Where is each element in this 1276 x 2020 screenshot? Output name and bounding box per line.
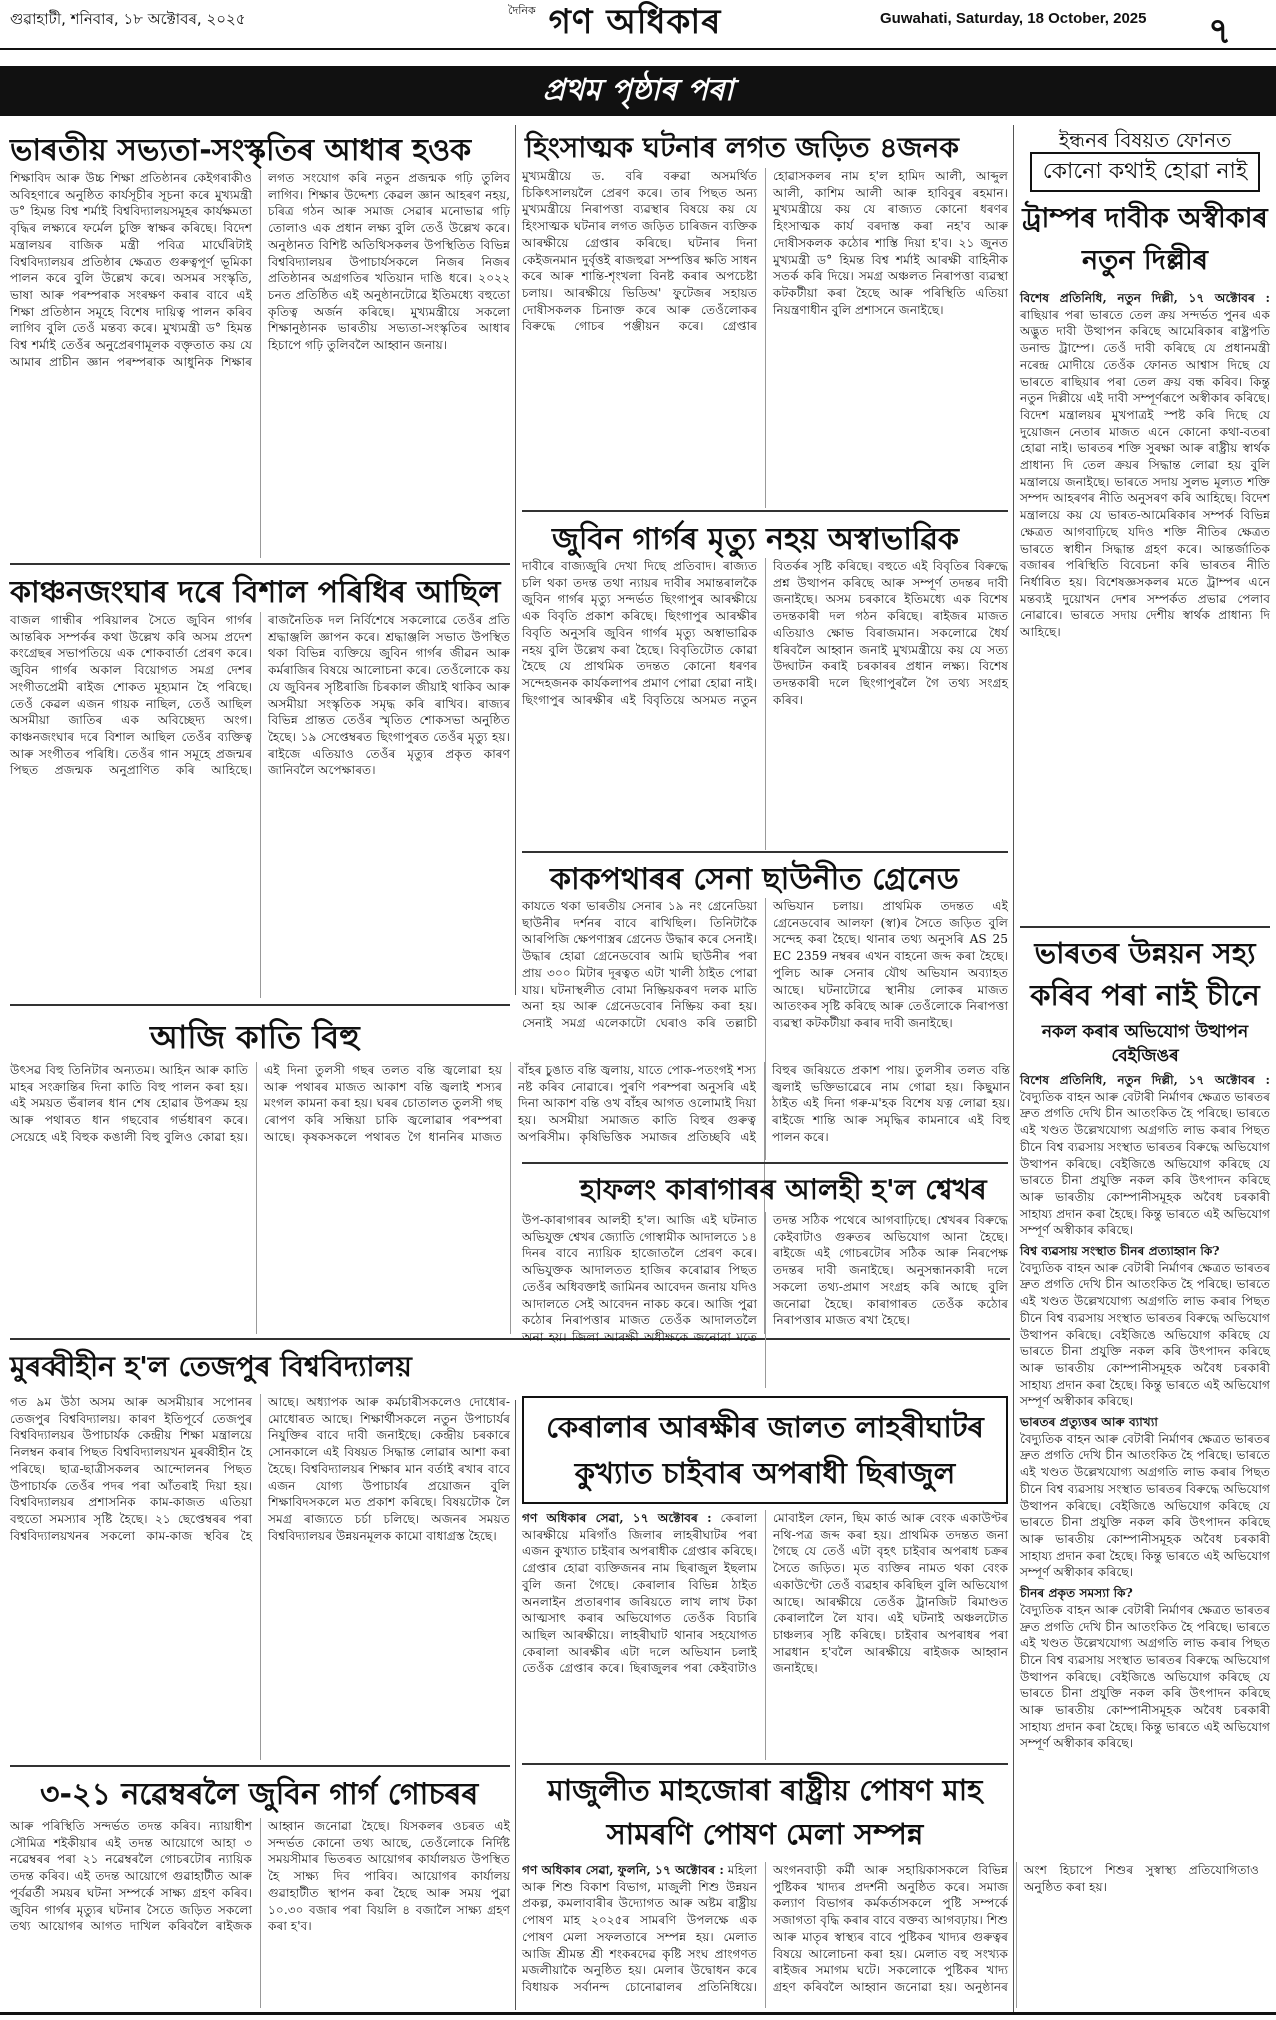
rule — [1020, 926, 1270, 928]
article-6-body: মুখ্যমন্ত্ৰীয়ে ড. বৰি বৰুৱা অসমৰ্থিত চিকিৎসালয়লৈ প্ৰেৰণ কৰে। তাৰ পিছত অন্য মুখ্যমন্ত্ৰীয়ে নিৰাপত্তা ব্যৱস্থাৰ বিষয়ে কয় যে হিংসাত্মক ঘটনাৰ লগত জড়িত চাৰিজন ব্যক্তিক আৰক্ষীয়ে গ্ৰেপ্তাৰ কৰিছে। ঘটনাৰ দিনা কেইজনমান দুৰ্বৃত্তই ৰাজহুৱা সম্পত্তিৰ ক্ষতি সাধন কৰে আৰু শান্তি-শৃংখলা বিনষ্ট কৰাৰ অপচেষ্টা চলায়। আৰক্ষীয়ে ভিডিঅ' ফুটেজৰ সহায়ত দোষীসকলক চিনাক্ত কৰে আৰু তেওঁলোকৰ বিৰুদ্ধে গোচৰ পঞ্জীয়ন কৰে। গ্ৰেপ্তাৰ হোৱাসকলৰ নাম হ'ল হামিদ আলী, আব্দুল আলী, কাশিম আলী আৰু হাবিবুৰ ৰহমান। মুখ্যমন্ত্ৰীয়ে কয় যে ৰাজ্যত কোনো ধৰণৰ হিংসাত্মক কাৰ্য বৰদাস্ত কৰা নহ'ব আৰু দোষীসকলক কঠোৰ শাস্তি দিয়া হ'ব। ২১ জুনত মুখ্যমন্ত্ৰী ড° হিমন্ত বিশ্ব শৰ্মাই আৰক্ষী বাহিনীক সতৰ্ক কৰি দিয়ে। সমগ্ৰ অঞ্চলত নিৰাপত্তা ব্যৱস্থা কটকটীয়া কৰা হৈছে আৰু পৰিস্থিতি এতিয়া নিয়ন্ত্ৰণাধীন বুলি প্ৰশাসনে জনাইছে। — [522, 169, 1008, 334]
sidebar-2-subheadline: নকল কৰাৰ অভিযোগ উত্থাপন বেইজিঙৰ — [1041, 1022, 1249, 1066]
article-11-text: মহিলা আৰু শিশু বিকাশ বিভাগ, মাজুলী শিশু উন্নয়ন প্ৰকল্প, কমলাবাৰীৰ উদ্যোগত আৰু অষ্টম ৰাষ্ট্ৰীয় পোষণ মাহ ২০২৫ৰ সামৰণি উপলক্ষে এক পোষণ মেলা সফলতাৰে সম্পন্ন হয়। মেলাত আজি শ্ৰীমন্ত শ্ৰী শংকৰদেৱ কৃষ্টি সংঘ প্ৰাংগণত মজলীয়াকৈ অনুষ্ঠিত হয়। মেলাৰ উদ্বোধন কৰে বিধায়ক সৰ্বানন্দ চোনোৱালৰ প্ৰতিনিধিয়ে। অংগনবাড়ী কৰ্মী আৰু সহায়িকাসকলে বিভিন্ন পুষ্টিকৰ খাদ্যৰ প্ৰদৰ্শনী অনুষ্ঠিত কৰে। সমাজ কল্যাণ বিভাগৰ কৰ্মকৰ্তাসকলে পুষ্টি সম্পৰ্কে সজাগতা বৃদ্ধি কৰাৰ বাবে বক্তব্য আগবঢ়ায়। শিশু আৰু মাতৃৰ স্বাস্থ্যৰ বাবে পুষ্টিকৰ খাদ্যৰ গুৰুত্বৰ বিষয়ে আলোচনা কৰা হয়। মেলাত বহু সংখ্যক ৰাইজৰ সমাগম ঘটে। সকলোকে পুষ্টিকৰ খাদ্য গ্ৰহণ কৰিবলৈ আহ্বান জনোৱা হয়। অনুষ্ঠানৰ অংশ হিচাপে শিশুৰ সুস্বাস্থ্য প্ৰতিযোগিতাও অনুষ্ঠিত কৰা হয়। — [522, 1863, 1259, 1994]
sidebar-1-headline: ট্ৰাম্পৰ দাবীক অস্বীকাৰ নতুন দিল্লীৰ — [1022, 203, 1268, 276]
article-4-body: গত ৯ম উঠা অসম আৰু অসমীয়াৰ সপোনৰ তেজপুৰ বিশ্ববিদ্যালয়। কাৰণ ইতিপূৰ্বে তেজপুৰ বিশ্ববিদ্যালয়ৰ উপাচাৰ্যক কেন্দ্ৰীয় শিক্ষা মন্ত্ৰালয়ে নিলম্বন কৰাৰ পিছত বিশ্ববিদ্যালয়খন মুৰব্বীহীন হৈ পৰিছে। ছাত্ৰ-ছাত্ৰীসকলৰ আন্দোলনৰ পিছত উপাচাৰ্যক তেওঁৰ পদৰ পৰা আঁতৰাই দিয়া হয়। বিশ্ববিদ্যালয়ৰ প্ৰশাসনিক কাম-কাজত এতিয়া বহুতো সমস্যাৰ সৃষ্টি হৈছে। ২১ ছেপ্তেম্বৰৰ পৰা বিশ্ববিদ্যালয়খনৰ সকলো কাম-কাজ স্থবিৰ হৈ আছে। অধ্যাপক আৰু কৰ্মচাৰীসকলেও দোধোৰ-মোধোৰত আছে। শিক্ষাৰ্থীসকলে নতুন উপাচাৰ্যৰ নিযুক্তিৰ বাবে দাবী জনাইছে। কেন্দ্ৰীয় চৰকাৰে সোনকালে এই বিষয়ত সিদ্ধান্ত লোৱাৰ আশা কৰা হৈছে। বিশ্ববিদ্যালয়ৰ শিক্ষাৰ মান বৰ্তাই ৰখাৰ বাবে এজন যোগ্য উপাচাৰ্যৰ প্ৰয়োজন বুলি শিক্ষাবিদসকলে মত প্ৰকাশ কৰিছে। বিষয়টোক লৈ সমগ্ৰ ৰাজ্যতে চৰ্চা চলিছে। অজনৰ সময়ত বিশ্ববিদ্যালয়ৰ উন্নয়নমূলক কামো বাধাগ্ৰস্ত হৈছে। — [10, 1395, 510, 1543]
sidebar-2-text: বৈদ্যুতিক বাহন আৰু বেটাৰী নিৰ্মাণৰ ক্ষেত্ৰত ভাৰতৰ দ্ৰুত প্ৰগতি দেখি চীন আতংকিত হৈ পৰিছে। ভাৰতে এই খণ্ডত উল্লেখযোগ্য অগ্ৰগতি লাভ কৰাৰ পিছত চীনে বিশ্ব ব্যৱসায় সংস্থাত ভাৰতৰ বিৰুদ্ধে অভিযোগ উত্থাপন কৰিছে। বেইজিঙে অভিযোগ কৰিছে যে ভাৰতে চীনা প্ৰযুক্তি নকল কৰি উৎপাদন কৰিছে আৰু ভাৰতীয় কোম্পানীসমূহক অবৈধ চৰকাৰী সাহায্য প্ৰদান কৰা হৈছে। কিন্তু ভাৰতে এই অভিযোগ সম্পূৰ্ণ অস্বীকাৰ কৰিছে। — [1020, 1089, 1270, 1238]
article-1-body: শিক্ষাবিদ আৰু উচ্চ শিক্ষা প্ৰতিষ্ঠানৰ কেইগৰাকীও অবিহণাৰে অনুষ্ঠিত কাৰ্যসূচীৰ সূচনা কৰে মুখ্যমন্ত্ৰী ড° হিমন্ত বিশ্ব শৰ্মাই বিশ্ববিদ্যালয়সমূহৰ কাৰ্যক্ষমতা বৃদ্ধিৰ লক্ষ্যৰে ফৰ্মেল চুক্তি স্বাক্ষৰ কৰিছে। বিদেশ মন্ত্ৰালয়ৰ বাজিক মন্ত্ৰী পবিত্ৰ মাৰ্ঘেৰিটাই বিশ্ববিদ্যালয়ৰ প্ৰতিষ্ঠাৰ ক্ষেত্ৰত গুৰুত্বপূৰ্ণ ভূমিকা পালন কৰে বুলি উল্লেখ কৰে। অসমৰ সংস্কৃতি, ভাষা আৰু পৰম্পৰাক সংৰক্ষণ কৰাৰ বাবে এই শিক্ষা প্ৰতিষ্ঠান সমূহে বিশেষ দায়িত্ব পালন কৰিব লাগিব বুলি তেওঁ মন্তব্য কৰে। মুখ্যমন্ত্ৰী ড° হিমন্ত বিশ্ব শৰ্মাই তেওঁৰ অনুপ্ৰেৰণামূলক বক্তৃতাত কয় যে আমাৰ প্ৰাচীন জ্ঞান পৰম্পৰাক আধুনিক শিক্ষাৰ লগত সংযোগ কৰি নতুন প্ৰজন্মক গঢ়ি তুলিব লাগিব। শিক্ষাৰ উদ্দেশ্য কেৱল জ্ঞান আহৰণ নহয়, চৰিত্ৰ গঠন আৰু সমাজ সেৱাৰ মনোভাৱ গঢ়ি তোলাও এক প্ৰধান লক্ষ্য বুলি তেওঁ উল্লেখ কৰে। অনুষ্ঠানত বিশিষ্ট অতিথিসকলৰ উপস্থিতিত বিভিন্ন বিশ্ববিদ্যালয়ৰ উপাচাৰ্যসকলে নিজৰ নিজৰ প্ৰতিষ্ঠানৰ অগ্ৰগতিৰ খতিয়ান দাঙি ধৰে। ২০২২ চনত প্ৰতিষ্ঠিত এই অনুষ্ঠানটোৱে ইতিমধ্যে বহুতো কৃতিত্ব অৰ্জন কৰিছে। মুখ্যমন্ত্ৰীয়ে সকলো শিক্ষানুষ্ঠানক ভাৰতীয় সভ্যতা-সংস্কৃতিৰ আধাৰ হিচাপে গঢ়ি তুলিবলৈ আহ্বান জনায়। — [10, 171, 510, 369]
date-left: গুৱাহাটী, শনিবাৰ, ১৮ অক্টোবৰ, ২০২৫ — [10, 10, 246, 28]
rule — [522, 1763, 1008, 1765]
article-4-headline: মুৰব্বীহীন হ'ল তেজপুৰ বিশ্ববিদ্যালয় — [10, 1350, 412, 1383]
divider-3 — [515, 1400, 516, 2010]
rule — [10, 563, 510, 565]
article-3-body: উৎসৱ বিহু তিনিটাৰ অন্যতম। আহিন আৰু কাতি মাহৰ সংক্ৰান্তিৰ দিনা কাতি বিহু পালন কৰা হয়। এই সময়ত ভঁৰালৰ ধান শেষ হোৱাৰ উপক্ৰম হয় আৰু পথাৰত ধান গছবোৰ গৰ্ভধাৰণ কৰে। সেয়েহে এই বিহুক কঙালী বিহু বুলিও কোৱা হয়। এই দিনা তুলসী গছৰ তলত বন্তি জ্বলোৱা হয় আৰু পথাৰৰ মাজত আকাশ বন্তি জ্বলাই শস্যৰ মংগল কামনা কৰা হয়। ঘৰৰ চোতালত তুলসী গছ ৰোপণ কৰি সন্ধিয়া চাকি জ্বলোৱাৰ পৰম্পৰা আছে। কৃষকসকলে পথাৰত গৈ ধাননিৰ মাজত বাঁহৰ চুঙাত বন্তি জ্বলায়, যাতে পোক-পতংগই শস্য নষ্ট কৰিব নোৱাৰে। পুৰণি পৰম্পৰা অনুসৰি এই দিনা আকাশ বন্তি ওখ বাঁহৰ আগত ওলোমাই দিয়া হয়। অসমীয়া সমাজত কাতি বিহুৰ গুৰুত্ব অপৰিসীম। কৃষিভিত্তিক সমাজৰ প্ৰতিচ্ছবি এই বিহুৰ জৰিয়তে প্ৰকাশ পায়। তুলসীৰ তলত বন্তি জ্বলাই ভক্তিভাৱেৰে নাম গোৱা হয়। কিছুমান ঠাইত এই দিনা গৰু-ম'হক বিশেষ যত্ন লোৱা হয়। ৰাইজে শান্তি আৰু সমৃদ্ধিৰ কামনাৰে এই বিহু পালন কৰে। — [10, 1063, 1010, 1144]
article-2-body: বাজল গান্ধীৰ পৰিয়ালৰ সৈতে জুবিন গাৰ্গৰ আন্তৰিক সম্পৰ্কৰ কথা উল্লেখ কৰি অসম প্ৰদেশ কংগ্ৰেছৰ সভাপতিয়ে এক শোকবাৰ্তা প্ৰেৰণ কৰে। জুবিন গাৰ্গৰ অকাল বিয়োগত সমগ্ৰ দেশৰ সংগীতপ্ৰেমী ৰাইজ শোকত মূহ্যমান হৈ পৰিছে। তেওঁ কেৱল এজন গায়ক নাছিল, তেওঁ আছিল অসমীয়া জাতিৰ এক অবিচ্ছেদ্য অংগ। কাঞ্চনজংঘাৰ দৰে বিশাল আছিল তেওঁৰ ব্যক্তিত্ব আৰু সংগীতৰ পৰিধি। তেওঁৰ গান সমূহে প্ৰজন্মৰ পিছত প্ৰজন্মক অনুপ্ৰাণিত কৰি আহিছে। ৰাজনৈতিক দল নিৰ্বিশেষে সকলোৱে তেওঁৰ প্ৰতি শ্ৰদ্ধাঞ্জলি জ্ঞাপন কৰে। শ্ৰদ্ধাঞ্জলি সভাত উপস্থিত থকা বিভিন্ন ব্যক্তিয়ে জুবিন গাৰ্গৰ জীৱন আৰু কৰ্মৰাজিৰ বিষয়ে আলোচনা কৰে। তেওঁলোকে কয় যে জুবিনৰ সৃষ্টিৰাজি চিৰকাল জীয়াই থাকিব আৰু অসমীয়া সংস্কৃতিক সমৃদ্ধ কৰি ৰাখিব। ৰাজ্যৰ বিভিন্ন প্ৰান্তত তেওঁৰ স্মৃতিত শোকসভা অনুষ্ঠিত হৈছে। ১৯ সেপ্তেম্বৰত ছিংগাপুৰত তেওঁৰ মৃত্যু হয়। ৰাইজে এতিয়াও তেওঁৰ মৃত্যুৰ প্ৰকৃত কাৰণ জানিবলৈ অপেক্ষাৰত। — [10, 613, 510, 778]
article-11-headline: মাজুলীত মাহজোৰা ৰাষ্ট্ৰীয় পোষণ মাহ সামৰণি পোষণ মেলা সম্পন্ন — [547, 1773, 983, 1851]
logo-text: গণ অধিকাৰ — [548, 1, 722, 42]
divider-1 — [515, 125, 516, 995]
sidebar-1-pre-headline: ইন্ধনৰ বিষয়ত ফোনত — [1058, 128, 1232, 152]
article-10-text: কেৰালা আৰক্ষীয়ে মৰিগাঁও জিলাৰ লাহৰীঘাটৰ পৰা এজন কুখ্যাত চাইবাৰ অপৰাধীক গ্ৰেপ্তাৰ কৰিছে। গ্ৰেপ্তাৰ হোৱা ব্যক্তিজনৰ নাম ছিৰাজুল ইছলাম বুলি জনা গৈছে। কেৰালাৰ বিভিন্ন ঠাইত অনলাইন প্ৰতাৰণাৰ জৰিয়তে লাখ লাখ টকা আত্মসাৎ কৰাৰ অভিযোগত তেওঁক বিচাৰি আছিল আৰক্ষীয়ে। লাহৰীঘাট থানাৰ সহযোগত কেৰালা আৰক্ষীৰ এটা দলে অভিযান চলাই তেওঁক গ্ৰেপ্তাৰ কৰে। ছিৰাজুলৰ পৰা কেইবাটাও মোবাইল ফোন, ছিম কাৰ্ড আৰু বেংক একাউণ্টৰ নথি-পত্ৰ জব্দ কৰা হয়। প্ৰাথমিক তদন্তত জনা গৈছে যে তেওঁ এটা বৃহৎ চাইবাৰ অপৰাধ চক্ৰৰ সৈতে জড়িত। মৃত ব্যক্তিৰ নামত থকা বেংক একাউণ্টো তেওঁ ব্যৱহাৰ কৰিছিল বুলি অভিযোগ আছে। আৰক্ষীয়ে তেওঁক ট্ৰানজিট ৰিমাণ্ডত কেৰালালৈ লৈ যাব। এই ঘটনাই অঞ্চলটোত চাঞ্চল্যৰ সৃষ্টি কৰিছে। চাইবাৰ অপৰাধৰ পৰা সাৱধান হ'বলৈ আৰক্ষীয়ে ৰাইজক আহ্বান জনাইছে। — [522, 1511, 1008, 1676]
article-11-body — [522, 1862, 1259, 2008]
article-3-headline: আজি কাতি বিহু — [150, 1018, 360, 1056]
sidebar-1-boxed-headline: কোনো কথাই হোৱা নাই — [1042, 159, 1248, 184]
article-9-body: উপ-কাৰাগাৰৰ আলহী হ'ল। আজি এই ঘটনাত অভিযুক্ত শ্বেখৰ জ্যোতি গোস্বামীক আদালতে ১৪ দিনৰ বাবে ন্যায়িক হাজোতলৈ প্ৰেৰণ কৰে। অভিযুক্তক আদালতত হাজিৰ কৰোৱাৰ পিছত তেওঁৰ অধিবক্তাই জামিনৰ আবেদন জনায় যদিও আদালতে সেই আবেদন নাকচ কৰে। আজি পুৱা কঠোৰ নিৰাপত্তাৰ মাজত তেওঁক আদালতলৈ অনা হয়। জিলা আৰক্ষী অধীক্ষকে জনোৱা মতে তদন্ত সঠিক পথেৰে আগবাঢ়িছে। শ্বেখৰৰ বিৰুদ্ধে কেইবাটাও গুৰুতৰ অভিযোগ আনা হৈছে। ৰাইজে এই গোচৰটোৰ সঠিক আৰু নিৰপেক্ষ তদন্তৰ দাবী জনাইছে। অনুসন্ধানকাৰী দলে সকলো তথ্য-প্ৰমাণ সংগ্ৰহ কৰি আছে বুলি জনোৱা হৈছে। কাৰাগাৰত তেওঁক কঠোৰ নিৰাপত্তাৰ মাজত ৰখা হৈছে। — [522, 1213, 1008, 1344]
sidebar-2-subhead-2: ভাৰতৰ প্ৰত্যুত্তৰ আৰু ব্যাখ্যা — [1020, 1415, 1158, 1430]
sidebar-2-text-2: বৈদ্যুতিক বাহন আৰু বেটাৰী নিৰ্মাণৰ ক্ষেত্ৰত ভাৰতৰ দ্ৰুত প্ৰগতি দেখি চীন আতংকিত হৈ পৰিছে। ভাৰতে এই খণ্ডত উল্লেখযোগ্য অগ্ৰগতি লাভ কৰাৰ পিছত চীনে বিশ্ব ব্যৱসায় সংস্থাত ভাৰতৰ বিৰুদ্ধে অভিযোগ উত্থাপন কৰিছে। বেইজিঙে অভিযোগ কৰিছে যে ভাৰতে চীনা প্ৰযুক্তি নকল কৰি উৎপাদন কৰিছে আৰু ভাৰতীয় কোম্পানীসমূহক অবৈধ চৰকাৰী সাহায্য প্ৰদান কৰা হৈছে। কিন্তু ভাৰতে এই অভিযোগ সম্পূৰ্ণ অস্বীকাৰ কৰিছে। — [1020, 1260, 1270, 1409]
sidebar-2-headline: ভাৰতৰ উন্নয়ন সহ্য কৰিব পৰা নাই চীনে — [1030, 936, 1260, 1012]
article-9-headline: হাফলং কাৰাগাৰৰ আলহী হ'ল শ্বেখৰ — [580, 1173, 987, 1206]
rule — [10, 1004, 510, 1006]
date-right: Guwahati, Saturday, 18 October, 2025 — [880, 10, 1147, 27]
sidebar-2-subhead-3: চীনৰ প্ৰকৃত সমস্যা কি? — [1020, 1586, 1133, 1601]
article-10-headline: কেৰালাৰ আৰক্ষীৰ জালত লাহৰীঘাটৰ কুখ্যাত চাইবাৰ অপৰাধী ছিৰাজুল — [546, 1410, 984, 1490]
sidebar-2-text-4: বৈদ্যুতিক বাহন আৰু বেটাৰী নিৰ্মাণৰ ক্ষেত্ৰত ভাৰতৰ দ্ৰুত প্ৰগতি দেখি চীন আতংকিত হৈ পৰিছে। ভাৰতে এই খণ্ডত উল্লেখযোগ্য অগ্ৰগতি লাভ কৰাৰ পিছত চীনে বিশ্ব ব্যৱসায় সংস্থাত ভাৰতৰ বিৰুদ্ধে অভিযোগ উত্থাপন কৰিছে। বেইজিঙে অভিযোগ কৰিছে যে ভাৰতে চীনা প্ৰযুক্তি নকল কৰি উৎপাদন কৰিছে আৰু ভাৰতীয় কোম্পানীসমূহক অবৈধ চৰকাৰী সাহায্য প্ৰদান কৰা হৈছে। কিন্তু ভাৰতে এই অভিযোগ সম্পূৰ্ণ অস্বীকাৰ কৰিছে। — [1020, 1602, 1270, 1751]
sidebar-1-body — [1020, 290, 1270, 922]
divider-2 — [1013, 125, 1014, 2015]
newspaper-logo — [490, 1, 780, 44]
article-2-headline: কাঞ্চনজংঘাৰ দৰে বিশাল পৰিধিৰ আছিল — [10, 575, 501, 610]
sidebar-2-dateline: বিশেষ প্ৰতিনিধি, নতুন দিল্লী, ১৭ অক্টোবৰ : — [1020, 1073, 1270, 1087]
article-1-headline: ভাৰতীয় সভ্যতা-সংস্কৃতিৰ আধাৰ হওক — [10, 133, 472, 168]
page-number: ৭ — [1208, 11, 1232, 52]
article-10-body — [522, 1510, 1008, 1760]
rule — [522, 851, 1008, 853]
article-5-headline: ৩-২১ নৱেম্বৰলৈ জুবিন গাৰ্গ গোচৰৰ — [40, 1777, 479, 1812]
bottom-rule — [0, 2012, 1276, 2015]
masthead — [0, 0, 1276, 50]
article-8-body: কাযতে থকা ভাৰতীয় সেনাৰ ১৯ নং গ্ৰেনেডিয়া ছাউনীৰ দৰ্শনৰ বাবে ৰাখিছিল। তিনিটাকৈ আৰপিজি ক্ষেপণাস্ত্ৰৰ গ্ৰেনেড উদ্ধাৰ কৰে সেনাই। উদ্ধাৰ হোৱা গ্ৰেনেডবোৰ আমি ছাউনীৰ পৰা প্ৰায় ৩০০ মিটাৰ দূৰত্বত এটা খালী ঠাইত পোৱা যায়। ঘটনাস্থলীত বোমা নিষ্ক্ৰিয়কৰণ দলক মাতি অনা হয় আৰু গ্ৰেনেডবোৰ নিষ্ক্ৰিয় কৰা হয়। সেনাই সমগ্ৰ এলেকাটো ঘেৰাও কৰি তল্লাচী অভিযান চলায়। প্ৰাথমিক তদন্তত এই গ্ৰেনেডবোৰ আলফা (স্বা)ৰ সৈতে জড়িত বুলি সন্দেহ কৰা হৈছে। থানাৰ তথ্য অনুসৰি AS 25 EC 2359 নম্বৰৰ এখন বাহনো জব্দ কৰা হৈছে। পুলিচ আৰু সেনাৰ যৌথ অভিযান অব্যাহত আছে। ঘটনাটোৱে স্থানীয় লোকৰ মাজত আতংকৰ সৃষ্টি কৰিছে আৰু তেওঁলোকে নিৰাপত্তা ব্যৱস্থা কটকটীয়া কৰাৰ দাবী জনাইছে। — [522, 899, 1008, 1030]
article-11-dateline: গণ অধিকাৰ সেৱা, ফুলনি, ১৭ অক্টোবৰ : — [522, 1863, 724, 1877]
sidebar-1-text: ৰাছিয়াৰ পৰা ভাৰতে তেল ক্ৰয় সন্দৰ্ভত পুনৰ এক অদ্ভুত দাবী উত্থাপন কৰিছে আমেৰিকাৰ ৰাষ্ট্ৰপতি ডনাল্ড ট্ৰাম্পে। তেওঁ দাবী কৰিছে যে প্ৰধানমন্ত্ৰী নৰেন্দ্ৰ মোদীয়ে তেওঁক ফোনত আশ্বাস দিছে যে ভাৰতে ৰাছিয়াৰ পৰা তেল ক্ৰয় বন্ধ কৰিব। কিন্তু নতুন দিল্লীয়ে এই দাবী সম্পূৰ্ণৰূপে অস্বীকাৰ কৰিছে। বিদেশ মন্ত্ৰালয়ৰ মুখপাত্ৰই স্পষ্ট কৰি দিছে যে দুয়োজন নেতাৰ মাজত এনে কোনো কথা-বতৰা হোৱা নাই। ভাৰতৰ শক্তি সুৰক্ষা আৰু ৰাষ্ট্ৰীয় স্বাৰ্থক প্ৰাধান্য দি তেল ক্ৰয়ৰ সিদ্ধান্ত লোৱা হয় বুলি মন্ত্ৰালয়ে জনাইছে। ভাৰতে সদায় সুলভ মূল্যত শক্তি সম্পদ আহৰণৰ নীতি অনুসৰণ কৰি আহিছে। বিদেশ মন্ত্ৰালয়ে কয় যে ভাৰত-আমেৰিকাৰ সম্পৰ্ক বিভিন্ন ক্ষেত্ৰত আগবাঢ়িছে যদিও শক্তি নীতিৰ ক্ষেত্ৰত ভাৰতে স্বাধীন সিদ্ধান্ত গ্ৰহণ কৰে। আন্তৰ্জাতিক বজাৰৰ পৰিস্থিতি বিবেচনা কৰি ভাৰতৰ নীতি নিৰ্ধাৰিত হয়। বিশেষজ্ঞসকলৰ মতে ট্ৰাম্পৰ এনে মন্তব্যই দুয়োখন দেশৰ সম্পৰ্কত প্ৰভাৱ পেলাব নোৱাৰে। ভাৰতে সদায় দেশীয় স্বাৰ্থক প্ৰাধান্য দি আহিছে। — [1020, 307, 1270, 640]
article-5-body: আৰু পৰিস্থিতি সন্দৰ্ভত তদন্ত কৰিব। ন্যায়াধীশ সৌমিত্ৰ শইকীয়াৰ এই তদন্ত আয়োগে আহা ৩ নৱেম্বৰৰ পৰা ২১ নৱেম্বৰলৈ গোচৰটোৰ ন্যায়িক তদন্ত কৰিব। এই তদন্ত আয়োগে গুৱাহাটীত আৰু পূৰ্বৱৰ্তী সময়ৰ ঘটনা সম্পৰ্কে সাক্ষ্য গ্ৰহণ কৰিব। জুবিন গাৰ্গৰ মৃত্যুৰ ঘটনাৰ সৈতে জড়িত সকলো তথ্য আয়োগৰ আগত দাখিল কৰিবলৈ ৰাইজক আহ্বান জনোৱা হৈছে। যিসকলৰ ওচৰত এই সন্দৰ্ভত কোনো তথ্য আছে, তেওঁলোকে নিৰ্দিষ্ট সময়সীমাৰ ভিতৰত আয়োগৰ কাৰ্যালয়ত উপস্থিত হৈ সাক্ষ্য দিব পাৰিব। আয়োগৰ কাৰ্যালয় গুৱাহাটীত স্থাপন কৰা হৈছে আৰু সময় পুৱা ১০.৩০ বজাৰ পৰা বিয়লি ৪ বজালৈ সাক্ষ্য গ্ৰহণ কৰা হ'ব। — [10, 1819, 510, 1934]
sidebar-2-subhead-1: বিশ্ব ব্যৱসায় সংস্থাত চীনৰ প্ৰত্যাহ্বান কি? — [1020, 1244, 1220, 1259]
section-banner: প্ৰথম পৃষ্ঠাৰ পৰা — [0, 66, 1276, 116]
sidebar-2-text-3: বৈদ্যুতিক বাহন আৰু বেটাৰী নিৰ্মাণৰ ক্ষেত্ৰত ভাৰতৰ দ্ৰুত প্ৰগতি দেখি চীন আতংকিত হৈ পৰিছে। ভাৰতে এই খণ্ডত উল্লেখযোগ্য অগ্ৰগতি লাভ কৰাৰ পিছত চীনে বিশ্ব ব্যৱসায় সংস্থাত ভাৰতৰ বিৰুদ্ধে অভিযোগ উত্থাপন কৰিছে। বেইজিঙে অভিযোগ কৰিছে যে ভাৰতে চীনা প্ৰযুক্তি নকল কৰি উৎপাদন কৰিছে আৰু ভাৰতীয় কোম্পানীসমূহক অবৈধ চৰকাৰী সাহায্য প্ৰদান কৰা হৈছে। কিন্তু ভাৰতে এই অভিযোগ সম্পূৰ্ণ অস্বীকাৰ কৰিছে। — [1020, 1431, 1270, 1580]
article-8-headline: কাকপথাৰৰ সেনা ছাউনীত গ্ৰেনেড — [550, 862, 959, 897]
rule — [10, 1765, 510, 1767]
article-10-dateline: গণ অধিকাৰ সেৱা, ১৭ অক্টোবৰ : — [522, 1511, 712, 1525]
sidebar-2-body — [1020, 1072, 1270, 2010]
article-7-headline: জুবিন গাৰ্গৰ মৃত্যু নহয় অস্বাভাৱিক — [552, 522, 960, 557]
logo-small-text: দৈনিক — [508, 4, 536, 17]
rule — [522, 1162, 1008, 1164]
article-6-headline: হিংসাত্মক ঘটনাৰ লগত জড়িত ৪জনক — [525, 131, 959, 164]
rule — [522, 510, 1008, 512]
sidebar-1-box — [1030, 152, 1260, 192]
article-7-body: দাবীৰে বাজ্যজুৰি দেখা দিছে প্ৰতিবাদ। ৰাজ্যত চলি থকা তদন্ত তথা ন্যায়ৰ দাবীৰ সমান্তৰালকৈ জুবিন গাৰ্গৰ মৃত্যু সন্দৰ্ভত ছিংগাপুৰ আৰক্ষীয়ে এক বিবৃতি প্ৰকাশ কৰিছে। ছিংগাপুৰ আৰক্ষীৰ বিবৃতি অনুসৰি জুবিন গাৰ্গৰ মৃত্যু অস্বাভাৱিক নহয় বুলি উল্লেখ কৰা হৈছে। বিবৃতিটোত কোৱা হৈছে যে প্ৰাথমিক তদন্তত কোনো ধৰণৰ সন্দেহজনক কাৰ্যকলাপৰ প্ৰমাণ পোৱা হোৱা নাই। ছিংগাপুৰ আৰক্ষীৰ এই বিবৃতিয়ে অসমত নতুন বিতৰ্কৰ সৃষ্টি কৰিছে। বহুতে এই বিবৃতিৰ বিৰুদ্ধে প্ৰশ্ন উত্থাপন কৰিছে আৰু সম্পূৰ্ণ তদন্তৰ দাবী জনাইছে। অসম চৰকাৰে ইতিমধ্যে এক বিশেষ তদন্তকাৰী দল গঠন কৰিছে। ৰাইজৰ মাজত এতিয়াও ক্ষোভ বিৰাজমান। সকলোৱে ধৈৰ্য ধৰিবলৈ আহ্বান জনাই মুখ্যমন্ত্ৰীয়ে কয় যে সত্য উদ্ঘাটন কৰাই চৰকাৰৰ প্ৰধান লক্ষ্য। বিশেষ তদন্তকাৰী দলে ছিংগাপুৰলৈ গৈ তথ্য সংগ্ৰহ কৰিব। — [522, 559, 1008, 707]
sidebar-1-dateline: বিশেষ প্ৰতিনিধি, নতুন দিল্লী, ১৭ অক্টোবৰ : — [1020, 291, 1270, 305]
article-10-headline-box — [522, 1396, 1008, 1504]
